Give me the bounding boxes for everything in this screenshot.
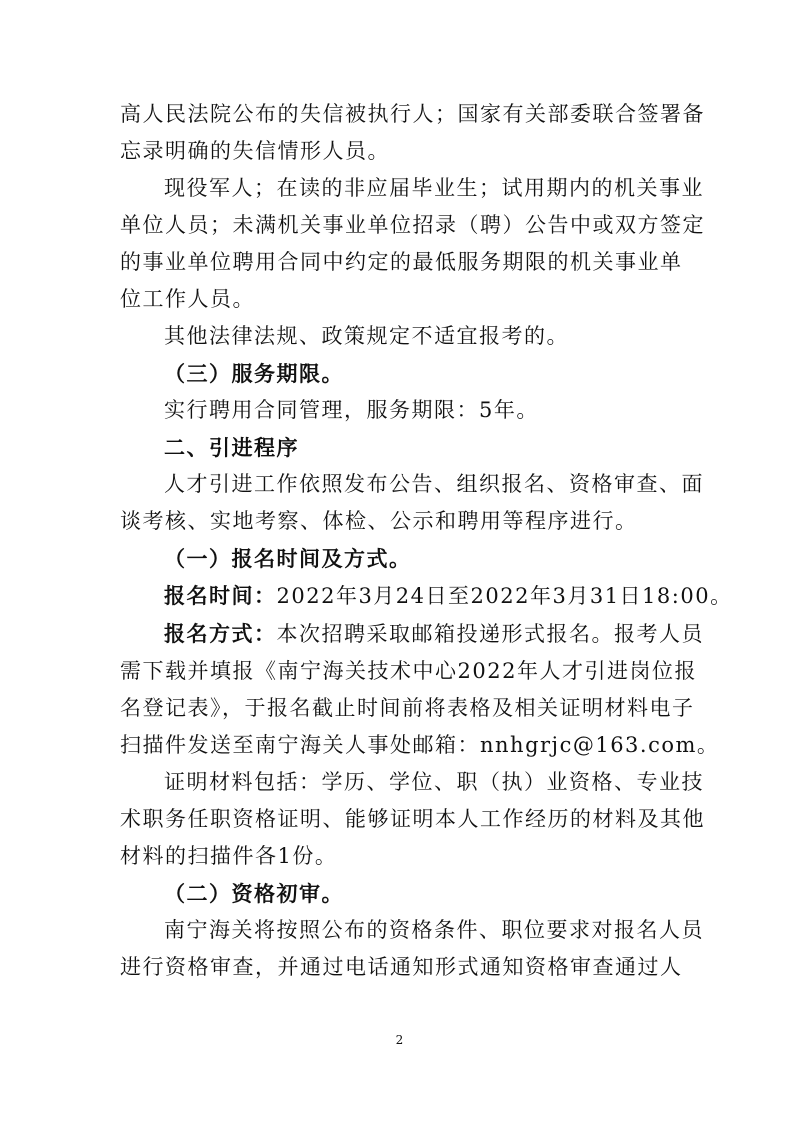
heading-introduction-procedure: [120, 429, 680, 466]
text-line: 证明材料包括：学历、学位、职（执）业资格、专业技: [164, 770, 704, 794]
text-line: 忘录明确的失信情形人员。: [120, 139, 390, 163]
text-line: 人才引进工作依照发布公告、组织报名、资格审查、面: [164, 472, 704, 496]
text-line: （二）资格初审。: [164, 881, 344, 906]
text-line: 位工作人员。: [120, 287, 255, 311]
text-line: （一）报名时间及方式。: [164, 546, 412, 571]
heading-service-period: [120, 355, 680, 392]
text-line: 现役军人；在读的非应届毕业生；试用期内的机关事业: [164, 176, 704, 200]
registration-method-text: 本次招聘采取邮箱投递形式报名。报考人员: [276, 622, 704, 646]
heading-registration: [120, 540, 680, 577]
text-line: 南宁海关将按照公布的资格条件、职位要求对报名人员: [164, 918, 704, 942]
text-line: 术职务任职资格证明、能够证明本人工作经历的材料及其他: [120, 807, 705, 831]
label-registration-method: 报名方式：: [164, 621, 277, 646]
text-line: 扫描件发送至南宁海关人事处邮箱：nnhgrjc@163.com。: [120, 733, 720, 757]
text-line: （三）服务期限。: [164, 361, 344, 386]
paragraph-service-period: [120, 392, 680, 429]
registration-time-value: 2022年3月24日至2022年3月31日18:00。: [276, 584, 733, 608]
text-line: [120, 577, 733, 615]
paragraph-untrustworthy-persons: [120, 96, 705, 170]
paragraph-registration-method: [120, 615, 720, 764]
text-line: 高人民法院公布的失信被执行人；国家有关部委联合签署备: [120, 102, 705, 126]
heading-preliminary-review: [120, 875, 680, 912]
text-line: 实行聘用合同管理，服务期限：5年。: [164, 398, 539, 422]
label-registration-time: 报名时间：: [164, 583, 277, 608]
text-line: [120, 615, 704, 653]
paragraph-procedure: [120, 466, 704, 540]
text-line: 需下载并填报《南宁海关技术中心2022年人才引进岗位报: [120, 659, 697, 683]
text-line: 名登记表》，于报名截止时间前将表格及相关证明材料电子: [120, 696, 695, 720]
paragraph-supporting-materials: [120, 764, 705, 875]
paragraph-other-regulations: [120, 318, 680, 355]
page-body: [120, 96, 733, 986]
text-line: 的事业单位聘用合同中约定的最低服务期限的机关事业单: [120, 250, 683, 274]
page-number: 2: [395, 1033, 404, 1047]
text-line: 谈考核、实地考察、体检、公示和聘用等程序进行。: [120, 509, 638, 533]
text-line: 进行资格审查，并通过电话通知形式通知资格审查通过人: [120, 955, 683, 979]
paragraph-preliminary-review: [120, 912, 704, 986]
text-line: 材料的扫描件各1份。: [120, 844, 338, 868]
text-line: 单位人员；未满机关事业单位招录（聘）公告中或双方签定: [120, 213, 705, 237]
paragraph-active-military: [120, 170, 705, 318]
text-line: 二、引进程序: [164, 435, 299, 460]
text-line: 其他法律法规、政策规定不适宜报考的。: [164, 324, 569, 348]
paragraph-registration-time: [120, 577, 733, 615]
